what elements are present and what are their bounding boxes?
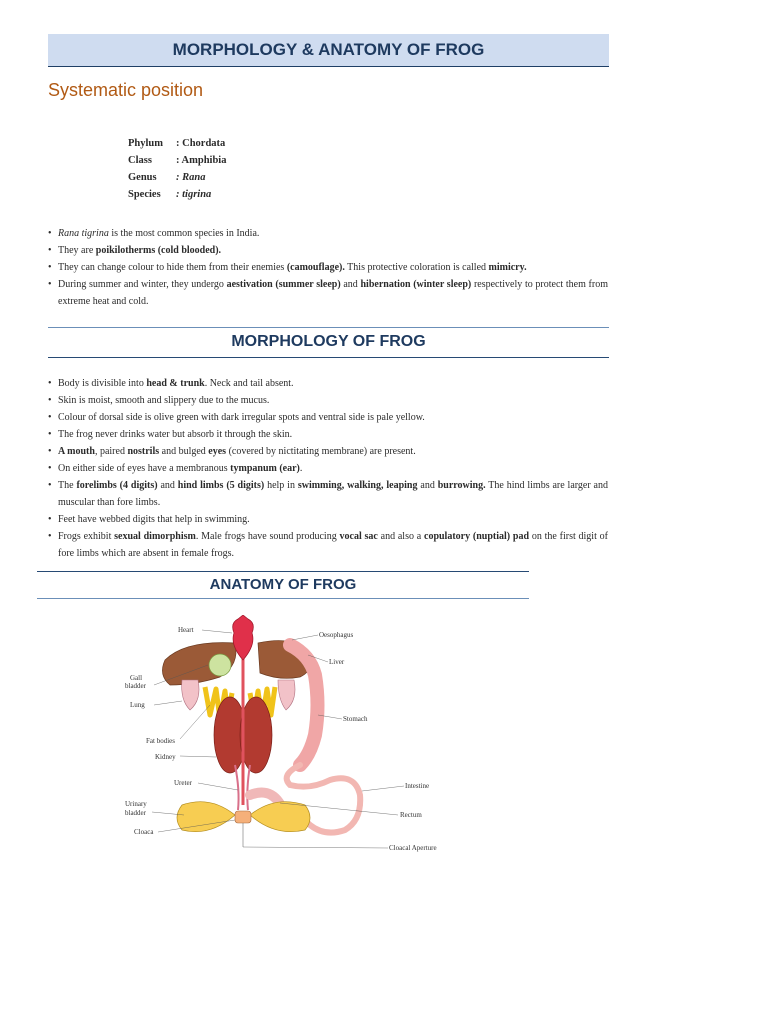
list-item: • Frogs exhibit sexual dimorphism. Male frogs have sound producing vocal sac and also a copulatory (nuptial) pad on the first digit of fore limbs which are absent in female frogs.	[48, 528, 608, 562]
label-gall: Gall	[130, 674, 143, 682]
morphology-title: MORPHOLOGY OF FROG	[231, 333, 426, 350]
taxonomy-value: : Chordata	[176, 138, 226, 149]
taxonomy-value: : Amphibia	[176, 155, 227, 166]
taxonomy-row-species	[128, 186, 226, 203]
label-oesophagus: Oesophagus	[319, 631, 354, 639]
list-item: • They are poikilotherms (cold blooded).	[48, 242, 608, 259]
taxonomy-label: Phylum	[128, 138, 164, 149]
lung-left	[182, 680, 199, 710]
section-divider	[37, 571, 529, 572]
taxonomy-row-class	[128, 152, 226, 169]
urinary-bladder-left	[177, 802, 235, 832]
section-divider	[48, 327, 609, 328]
label-fat-bodies: Fat bodies	[146, 737, 175, 745]
taxonomy-row-genus	[128, 169, 226, 186]
taxonomy-table	[128, 135, 226, 203]
list-item: • A mouth, paired nostrils and bulged eyes (covered by nictitating membrane) are present.	[48, 443, 608, 460]
list-item: • They can change colour to hide them from their enemies (camouflage). This protective coloration is called mimicry.	[48, 259, 608, 276]
taxonomy-value: : Rana	[176, 172, 206, 183]
intro-bullet-list	[48, 225, 608, 310]
list-item: • Body is divisible into head & trunk. Neck and tail absent.	[48, 375, 608, 392]
section-divider	[37, 598, 529, 599]
list-item: • On either side of eyes have a membranous tympanum (ear).	[48, 460, 608, 477]
morphology-bullet-list	[48, 375, 608, 562]
frog-anatomy-diagram	[110, 615, 470, 860]
systematic-position-heading: Systematic position	[48, 80, 204, 100]
list-item: • Colour of dorsal side is olive green with dark irregular spots and ventral side is pale yellow.	[48, 409, 608, 426]
label-rectum: Rectum	[400, 811, 422, 819]
ureter-left	[235, 765, 239, 810]
list-item: • Skin is moist, smooth and slippery due to the mucus.	[48, 392, 608, 409]
label-urinary-bladder: bladder	[125, 809, 146, 817]
label-heart: Heart	[178, 626, 194, 634]
anatomy-title: ANATOMY OF FROG	[209, 576, 357, 593]
list-item: • Feet have webbed digits that help in swimming.	[48, 511, 608, 528]
list-item: • The forelimbs (4 digits) and hind limbs (5 digits) help in swimming, walking, leaping and burrowing. The hind limbs are larger and muscular than fore limbs.	[48, 477, 608, 511]
list-item: • The frog never drinks water but absorb it through the skin.	[48, 426, 608, 443]
page-title: MORPHOLOGY & ANATOMY OF FROG	[48, 34, 609, 67]
label-gall-bladder: bladder	[125, 682, 146, 690]
label-kidney: Kidney	[155, 753, 176, 761]
list-item: • During summer and winter, they undergo aestivation (summer sleep) and hibernation (winter sleep) respectively to protect them from extreme heat and cold.	[48, 276, 608, 310]
taxonomy-label: Genus	[128, 172, 157, 183]
lung-right	[278, 680, 295, 710]
label-stomach: Stomach	[343, 715, 368, 723]
kidney-right	[240, 697, 272, 773]
taxonomy-value: : tigrina	[176, 189, 212, 200]
gall-bladder	[209, 654, 231, 676]
taxonomy-label: Species	[128, 189, 161, 200]
label-lung: Lung	[130, 701, 145, 709]
label-ureter: Ureter	[174, 779, 192, 787]
urinary-bladder-right	[250, 802, 310, 832]
label-intestine: Intestine	[405, 782, 430, 790]
ureter-right	[247, 765, 250, 810]
taxonomy-label: Class	[128, 155, 152, 166]
label-urinary: Urinary	[125, 800, 147, 808]
list-item: • Rana tigrina is the most common species in India.	[48, 225, 608, 242]
cloaca	[235, 811, 251, 823]
taxonomy-row-phylum	[128, 135, 226, 152]
section-divider	[48, 357, 609, 358]
label-cloacal-aperture: Cloacal Aperture	[389, 844, 437, 852]
label-cloaca: Cloaca	[134, 828, 154, 836]
label-liver: Liver	[329, 658, 345, 666]
